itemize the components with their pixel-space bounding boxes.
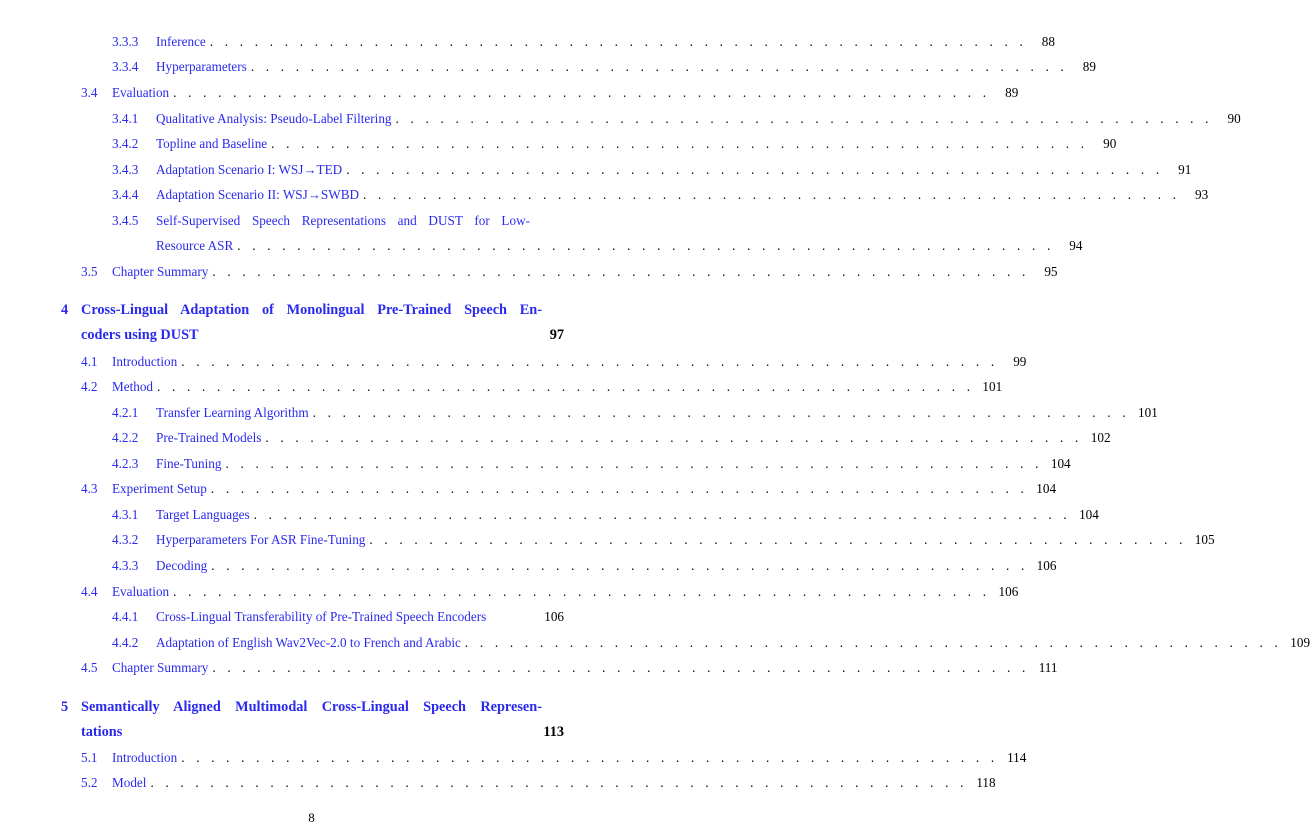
page-number: 106 [998, 584, 1019, 599]
toc-entry-3-4-3[interactable] [112, 162, 1192, 178]
dot-leader: . . . . . . . . . . . . . . . . . . . . . . . . . . . . . . . . . . . . . . . . . . . . . . . . . . . . . . . [395, 111, 1213, 126]
section-title[interactable]: Adaptation of English Wav2Vec-2.0 to French and Arabic [156, 635, 461, 650]
section-number: 3.3.3 [112, 34, 139, 49]
page-number: 104 [1050, 456, 1071, 471]
page-number: 89 [1005, 85, 1019, 100]
toc-entry-3-3-3[interactable] [112, 34, 1055, 50]
page-number: 118 [976, 775, 996, 790]
dot-leader: . . . . . . . . . . . . . . . . . . . . . . . . . . . . . . . . . . . . . . . . . . . . . . . . . . . . . . . [250, 59, 1068, 74]
section-title[interactable]: Adaptation Scenario II: WSJ→SWBD [156, 187, 360, 202]
page-number: 104 [1036, 481, 1057, 496]
section-title[interactable]: Self-Supervised Speech Representations and DUST for Low- [156, 213, 530, 228]
section-title[interactable]: Qualitative Analysis: Pseudo-Label Filtering [156, 111, 392, 126]
section-number: 3.4 [81, 85, 98, 100]
section-title[interactable]: Pre-Trained Models [156, 430, 262, 445]
toc-entry-3-4-2[interactable] [112, 136, 1117, 152]
page-number: 89 [1082, 59, 1096, 74]
section-number: 4.5 [81, 660, 98, 675]
section-number: 3.4.4 [112, 187, 139, 202]
toc-entry-4-3-3[interactable] [112, 558, 1057, 574]
section-title[interactable]: Chapter Summary [112, 660, 209, 675]
toc-chapter-5[interactable] [61, 699, 542, 715]
page-number: 104 [1079, 507, 1099, 522]
dot-leader: . . . . . . . . . . . . . . . . . . . . . . . . . . . . . . . . . . . . . . . . . . . . . . . . . . . . . . . [212, 264, 1030, 279]
page-number: 106 [544, 609, 564, 624]
chapter-number: 4 [61, 302, 69, 318]
page-number: 102 [1090, 430, 1111, 445]
section-number: 4.3.1 [112, 507, 139, 522]
chapter-title-continued[interactable]: coders using DUST [81, 327, 199, 343]
section-title[interactable]: Inference [156, 34, 206, 49]
dot-leader: . . . . . . . . . . . . . . . . . . . . . . . . . . . . . . . . . . . . . . . . . . . . . . . . . . . . . . . [464, 635, 1283, 650]
dot-leader: . . . . . . . . . . . . . . . . . . . . . . . . . . . . . . . . . . . . . . . . . . . . . . . . . . . . . . . [237, 238, 1055, 253]
dot-leader: . . . . . . . . . . . . . . . . . . . . . . . . . . . . . . . . . . . . . . . . . . . . . . . . . . . . . . . [173, 584, 991, 599]
section-title[interactable]: Method [112, 379, 154, 394]
toc-entry-4-2[interactable] [81, 379, 1003, 395]
page-number: 90 [1103, 136, 1117, 151]
section-title[interactable]: Chapter Summary [112, 264, 209, 279]
section-title[interactable]: Target Languages [156, 507, 250, 522]
toc-entry-3-4-4[interactable] [112, 187, 1209, 203]
section-title-continued[interactable]: Resource ASR [156, 238, 234, 253]
page-number: 88 [1041, 34, 1055, 49]
toc-entry-4-1[interactable] [81, 354, 1027, 370]
dot-leader: . . . . . . . . . . . . . . . . . . . . . . . . . . . . . . . . . . . . . . . . . . . . . . . . . . . . . . . [211, 558, 1029, 573]
page-number: 93 [1195, 187, 1209, 202]
toc-entry-4-4-1[interactable] [112, 609, 564, 625]
toc-entry-3-4-5-continued[interactable] [156, 238, 1083, 254]
toc-entry-4-2-3[interactable] [112, 456, 1071, 472]
section-title[interactable]: Experiment Setup [112, 481, 207, 496]
page-footer-number: 8 [308, 810, 315, 825]
toc-entry-3-4[interactable] [81, 85, 1019, 101]
dot-leader: . . . . . . . . . . . . . . . . . . . . . . . . . . . . . . . . . . . . . . . . . . . . . . . . . . . . . . . [173, 85, 991, 100]
page-number: 97 [549, 327, 564, 343]
section-number: 4.2.2 [112, 430, 139, 445]
toc-chapter-5-continued[interactable] [81, 724, 564, 740]
toc-entry-3-4-1[interactable] [112, 111, 1241, 127]
page-number: 106 [1036, 558, 1057, 573]
page-number: 114 [1007, 750, 1027, 765]
section-number: 4.2.3 [112, 456, 139, 471]
section-number: 3.4.1 [112, 111, 139, 126]
section-title[interactable]: Hyperparameters For ASR Fine-Tuning [156, 532, 366, 547]
section-number: 5.2 [81, 775, 98, 790]
section-number: 3.4.5 [112, 213, 139, 228]
dot-leader: . . . . . . . . . . . . . . . . . . . . . . . . . . . . . . . . . . . . . . . . . . . . . . . . . . . . . . . [225, 456, 1043, 471]
section-title[interactable]: Hyperparameters [156, 59, 247, 74]
page-number: 113 [543, 724, 564, 740]
section-title[interactable]: Evaluation [112, 584, 170, 599]
toc-entry-4-4[interactable] [81, 584, 1019, 600]
section-number: 4.4.2 [112, 635, 139, 650]
toc-entry-4-3-2[interactable] [112, 532, 1215, 548]
section-number: 3.4.2 [112, 136, 139, 151]
dot-leader: . . . . . . . . . . . . . . . . . . . . . . . . . . . . . . . . . . . . . . . . . . . . . . . . . . . . . . . [157, 379, 975, 394]
toc-entry-5-2[interactable] [81, 775, 996, 791]
dot-leader: . . . . . . . . . . . . . . . . . . . . . . . . . . . . . . . . . . . . . . . . . . . . . . . . . . . . . . . [181, 750, 999, 765]
dot-leader: . . . . . . . . . . . . . . . . . . . . . . . . . . . . . . . . . . . . . . . . . . . . . . . . . . . . . . . [312, 405, 1130, 420]
section-title[interactable]: Introduction [112, 354, 178, 369]
dot-leader: . . . . . . . . . . . . . . . . . . . . . . . . . . . . . . . . . . . . . . . . . . . . . . . . . . . . . . . [346, 162, 1164, 177]
chapter-number: 5 [61, 699, 69, 715]
section-number: 3.5 [81, 264, 98, 279]
page-number: 90 [1227, 111, 1241, 126]
section-title[interactable]: Model [112, 775, 147, 790]
dot-leader: . . . . . . . . . . . . . . . . . . . . . . . . . . . . . . . . . . . . . . . . . . . . . . . . . . . . . . . [271, 136, 1089, 151]
section-number: 4.2.1 [112, 405, 139, 420]
toc-entry-3-4-5[interactable] [112, 213, 530, 229]
section-title[interactable]: Introduction [112, 750, 178, 765]
toc-entry-4-4-2[interactable] [112, 635, 1310, 651]
page-number: 99 [1013, 354, 1027, 369]
dot-leader: . . . . . . . . . . . . . . . . . . . . . . . . . . . . . . . . . . . . . . . . . . . . . . . . . . . . . . . [253, 507, 1071, 522]
section-number: 5.1 [81, 750, 98, 765]
section-number: 3.4.3 [112, 162, 139, 177]
toc-entry-4-5[interactable] [81, 660, 1058, 676]
toc-entry-5-1[interactable] [81, 750, 1027, 766]
dot-leader: . . . . . . . . . . . . . . . . . . . . . . . . . . . . . . . . . . . . . . . . . . . . . . . . . . . . . . . [265, 430, 1083, 445]
section-number: 4.3.2 [112, 532, 139, 547]
section-number: 4.2 [81, 379, 98, 394]
section-number: 4.3.3 [112, 558, 139, 573]
section-number: 4.1 [81, 354, 98, 369]
dot-leader: . . . . . . . . . . . . . . . . . . . . . . . . . . . . . . . . . . . . . . . . . . . . . . . . . . . . . . . [369, 532, 1187, 547]
chapter-title[interactable]: Semantically Aligned Multimodal Cross-Lingual Speech Represen- [81, 699, 542, 715]
toc-entry-3-3-4[interactable] [112, 59, 1096, 75]
dot-leader: . . . . . . . . . . . . . . . . . . . . . . . . . . . . . . . . . . . . . . . . . . . . . . . . . . . . . . . [150, 775, 968, 790]
section-title[interactable]: Decoding [156, 558, 208, 573]
section-title[interactable]: Fine-Tuning [156, 456, 222, 471]
section-number: 4.4.1 [112, 609, 139, 624]
section-title[interactable]: Topline and Baseline [156, 136, 268, 151]
page-number: 101 [982, 379, 1003, 394]
chapter-title[interactable]: Cross-Lingual Adaptation of Monolingual Pre-Trained Speech En- [81, 302, 542, 318]
section-number: 3.3.4 [112, 59, 139, 74]
page-number: 91 [1178, 162, 1192, 177]
page-number: 111 [1038, 660, 1058, 675]
toc-entry-3-5[interactable] [81, 264, 1058, 280]
dot-leader: . . . . . . . . . . . . . . . . . . . . . . . . . . . . . . . . . . . . . . . . . . . . . . . . . . . . . . . [210, 481, 1029, 496]
dot-leader: . . . . . . . . . . . . . . . . . . . . . . . . . . . . . . . . . . . . . . . . . . . . . . . . . . . . . . . [363, 187, 1181, 202]
section-title[interactable]: Transfer Learning Algorithm [156, 405, 309, 420]
section-number: 4.4 [81, 584, 98, 599]
page-number: 105 [1194, 532, 1215, 547]
page-number: 94 [1069, 238, 1083, 253]
toc-entry-4-3-1[interactable] [112, 507, 1099, 523]
dot-leader: . . . . . . . . . . . . . . . . . . . . . . . . . . . . . . . . . . . . . . . . . . . . . . . . . . . . . . . [209, 34, 1027, 49]
page-number: 95 [1044, 264, 1058, 279]
toc-chapter-4-continued[interactable] [81, 327, 564, 343]
toc-entry-4-3[interactable] [81, 481, 1057, 497]
page-number: 109 [1290, 635, 1310, 650]
toc-chapter-4[interactable] [61, 302, 542, 318]
section-title[interactable]: Adaptation Scenario I: WSJ→TED [156, 162, 343, 177]
section-title[interactable]: Evaluation [112, 85, 170, 100]
page-number: 101 [1138, 405, 1158, 420]
section-number: 4.3 [81, 481, 98, 496]
dot-leader: . . . . . . . . . . . . . . . . . . . . . . . . . . . . . . . . . . . . . . . . . . . . . . . . . . . . . . . [181, 354, 999, 369]
dot-leader: . . . . . . . . . . . . . . . . . . . . . . . . . . . . . . . . . . . . . . . . . . . . . . . . . . . . . . . [212, 660, 1030, 675]
chapter-title-continued[interactable]: tations [81, 724, 123, 740]
section-title[interactable]: Cross-Lingual Transferability of Pre-Trained Speech Encoders [156, 609, 487, 624]
toc-entry-4-2-2[interactable] [112, 430, 1111, 446]
toc-entry-4-2-1[interactable] [112, 405, 1158, 421]
